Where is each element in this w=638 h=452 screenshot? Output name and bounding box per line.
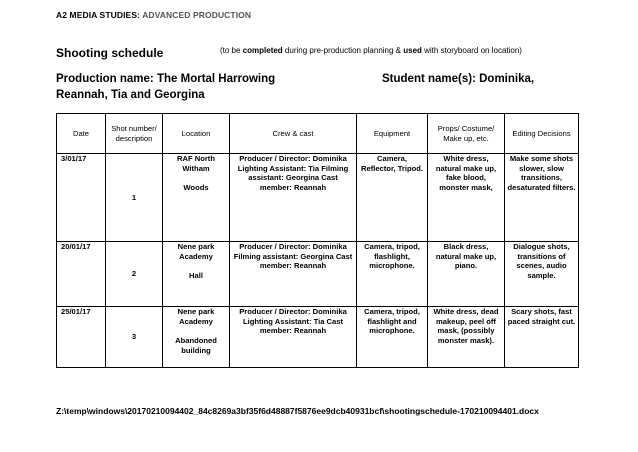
note-part: (to be [220, 46, 243, 55]
schedule-title-row [56, 44, 586, 62]
student-names-value: Dominika, [479, 73, 535, 85]
unit-name: ADVANCED PRODUCTION [142, 10, 252, 20]
schedule-note [220, 46, 522, 55]
table-row [57, 242, 579, 307]
location-primary: Nene park Academy [177, 242, 215, 261]
column-header: Props/ Costume/ Make up, etc. [428, 114, 505, 154]
note-used: used [403, 46, 422, 55]
table-row [57, 154, 579, 242]
crew-cell: Producer / Director: Dominika Lighting Assistant: Tia Filming assistant: Georgina Cast member: Reannah [230, 154, 357, 242]
production-name-label: Production name: [56, 73, 154, 85]
column-header: Editing Decisions [505, 114, 579, 154]
student-names-continued: Reannah, Tia and Georgina [56, 89, 205, 101]
equipment-cell: Camera, tripod, flashlight and microphone. [357, 307, 428, 368]
equipment-cell: Camera, Reflector, Tripod. [357, 154, 428, 242]
column-header: Equipment [357, 114, 428, 154]
file-path-footer: Z:\temp\windows\20170210094402_84c8269a3bf35f6d48887f5876ee9dcb40931bcf\shootingschedule-170210094401.docx [56, 406, 539, 416]
equipment-cell: Camera, tripod, flashlight, microphone. [357, 242, 428, 307]
location-primary: Nene park Academy [177, 307, 215, 326]
note-part: during pre-production planning & [282, 46, 404, 55]
student-names [382, 72, 534, 87]
column-header: Location [163, 114, 230, 154]
table-row [57, 307, 579, 368]
shot-cell: 2 [106, 242, 163, 307]
note-completed: completed [242, 46, 283, 55]
props-cell: White dress, dead makeup, peel off mask, (possibly monster mask). [428, 307, 505, 368]
column-header: Date [57, 114, 106, 154]
shooting-schedule-table [56, 113, 579, 368]
crew-cell: Producer / Director: Dominika Lighting Assistant: Tia Cast member: Reannah [230, 307, 357, 368]
schedule-title: Shooting schedule [56, 46, 164, 60]
note-part: with storyboard on location) [421, 46, 522, 55]
location-secondary: Woods [183, 183, 209, 193]
production-name [56, 72, 275, 87]
course-header [56, 10, 251, 20]
shot-cell: 1 [106, 154, 163, 242]
table-header-row [57, 114, 579, 154]
location-cell [163, 154, 230, 242]
shot-cell: 3 [106, 307, 163, 368]
date-cell: 25/01/17 [57, 307, 106, 368]
student-names-label: Student name(s): [382, 73, 476, 85]
date-cell: 3/01/17 [57, 154, 106, 242]
props-cell: White dress, natural make up, fake blood, monster mask, [428, 154, 505, 242]
props-cell: Black dress, natural make up, piano. [428, 242, 505, 307]
location-secondary: Abandoned building [175, 336, 217, 355]
date-cell: 20/01/17 [57, 242, 106, 307]
editing-cell: Scary shots, fast paced straight cut. [505, 307, 579, 368]
course-separator: : [137, 10, 143, 20]
production-name-value: The Mortal Harrowing [156, 73, 276, 85]
location-secondary: Hall [189, 271, 203, 281]
column-header: Crew & cast [230, 114, 357, 154]
course-name: A2 MEDIA STUDIES [56, 10, 138, 20]
crew-cell: Producer / Director: Dominika Filming assistant: Georgina Cast member: Reannah [230, 242, 357, 307]
editing-cell: Dialogue shots, transitions of scenes, audio sample. [505, 242, 579, 307]
location-cell [163, 307, 230, 368]
location-primary: RAF North Witham [177, 154, 215, 173]
location-cell [163, 242, 230, 307]
editing-cell: Make some shots slower, slow transitions, desaturated filters. [505, 154, 579, 242]
column-header: Shot number/ description [106, 114, 163, 154]
